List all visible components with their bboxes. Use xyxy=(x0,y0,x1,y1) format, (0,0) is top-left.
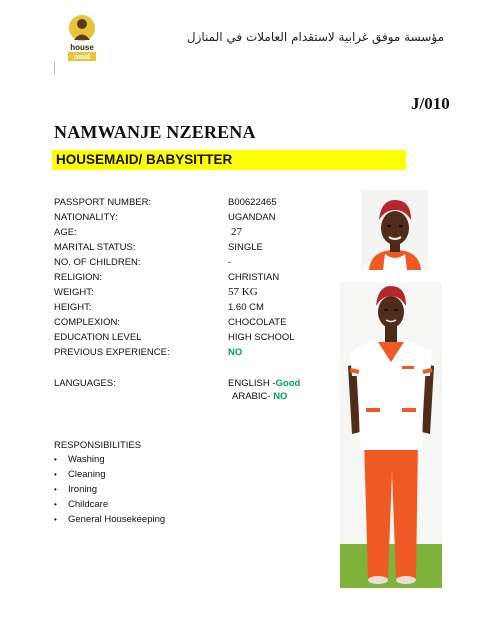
language-english xyxy=(228,378,300,389)
list-item-label: Washing xyxy=(68,454,105,465)
role-banner xyxy=(52,150,406,170)
responsibilities-title: RESPONSIBILITIES xyxy=(54,440,142,451)
detail-label: MARITAL STATUS: xyxy=(54,242,136,253)
detail-value: CHRISTIAN xyxy=(228,272,280,283)
detail-value: 1.60 CM xyxy=(228,302,264,313)
detail-label: PASSPORT NUMBER: xyxy=(54,197,152,208)
bullet-icon: • xyxy=(54,515,57,524)
portrait-photo xyxy=(361,190,428,270)
list-item xyxy=(54,484,165,499)
reference-code: J/010 xyxy=(411,94,450,113)
detail-value: - xyxy=(228,257,232,268)
detail-label: HEIGHT: xyxy=(54,302,92,313)
list-item-label: Childcare xyxy=(68,499,109,510)
languages-label: LANGUAGES: xyxy=(54,378,116,389)
agency-arabic-title: مؤسسة موفق غرابية لاستقدام العاملات في المنازل xyxy=(186,30,444,44)
list-item xyxy=(54,469,165,484)
detail-value: NO xyxy=(228,347,243,358)
svg-text:maid: maid xyxy=(73,54,91,61)
detail-value: 57 KG xyxy=(228,286,258,298)
detail-value: HIGH SCHOOL xyxy=(228,332,295,343)
english-label: ENGLISH - xyxy=(228,378,276,389)
language-arabic xyxy=(232,391,287,402)
list-item xyxy=(54,514,165,529)
list-item xyxy=(54,454,165,469)
candidate-name: NAMWANJE NZERENA xyxy=(54,122,256,142)
svg-text:house: house xyxy=(70,43,94,52)
detail-value: CHOCOLATE xyxy=(228,317,287,328)
detail-label: WEIGHT: xyxy=(54,287,94,298)
detail-label: NO. OF CHILDREN: xyxy=(54,257,141,268)
detail-label: COMPLEXION: xyxy=(54,317,120,328)
detail-label: RELIGION: xyxy=(54,272,103,283)
detail-value: UGANDAN xyxy=(228,212,276,223)
margin-marker xyxy=(54,62,55,74)
detail-label: NATIONALITY: xyxy=(54,212,118,223)
list-item xyxy=(54,499,165,514)
arabic-label: ARABIC- xyxy=(232,391,271,402)
detail-value: SINGLE xyxy=(228,242,263,253)
bullet-icon: • xyxy=(54,470,57,479)
arabic-level: NO xyxy=(273,391,288,402)
list-item-label: Ironing xyxy=(68,484,98,495)
bullet-icon: • xyxy=(54,500,57,509)
detail-label: PREVIOUS EXPERIENCE: xyxy=(54,347,170,358)
role-title: HOUSEMAID/ BABYSITTER xyxy=(56,152,233,167)
detail-label: AGE: xyxy=(54,227,77,238)
company-logo xyxy=(62,13,102,65)
bullet-icon: • xyxy=(54,455,57,464)
detail-label: EDUCATION LEVEL xyxy=(54,332,142,343)
responsibilities-list xyxy=(54,454,165,529)
full-length-photo xyxy=(340,282,442,588)
detail-value: B00622465 xyxy=(228,197,277,208)
english-level: Good xyxy=(275,378,301,389)
detail-value: 27 xyxy=(231,226,242,238)
list-item-label: General Housekeeping xyxy=(68,514,166,525)
list-item-label: Cleaning xyxy=(68,469,106,480)
bullet-icon: • xyxy=(54,485,57,494)
